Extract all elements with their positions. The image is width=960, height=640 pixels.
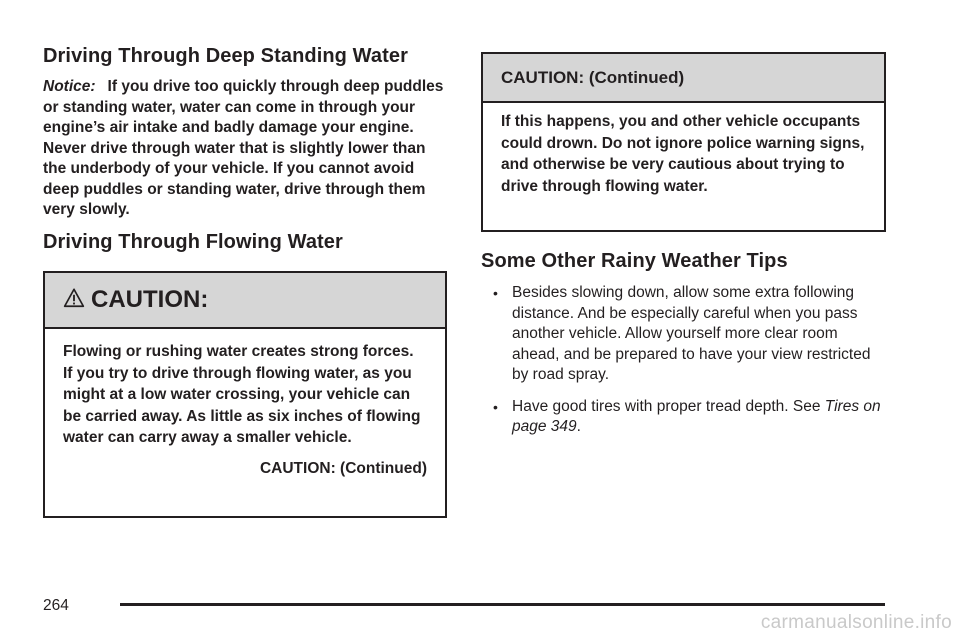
watermark-logo: carmanualsonline.info: [760, 612, 952, 633]
tips-list: [481, 283, 886, 438]
caution-body: [45, 329, 445, 479]
tip-text: Besides slowing down, allow some extra following distance. And be especially careful when you pass another vehicle. Allow yourself more clear room ahead, and be prepared to have your view restricted by road spray.: [512, 284, 871, 383]
notice-text: If you drive too quickly through deep puddles or standing water, water can come in through your engine’s air intake and badly damage your engine. Never drive through water that is slightly lower than the underbody of your vehicle. If you cannot avoid deep puddles or standing water, drive through them very slowly.: [43, 78, 444, 218]
bullet-icon: •: [493, 398, 498, 415]
caution-box-flowing-water: [43, 271, 447, 518]
list-item: [493, 397, 886, 438]
caution-text: Flowing or rushing water creates strong forces. If you try to drive through flowing water, as you might at a low water crossing, your vehicle can be carried away. As little as six inches of flowing water can carry away a smaller vehicle.: [63, 343, 421, 446]
caution-continued-header: CAUTION: (Continued): [483, 54, 884, 103]
tip-text-end: .: [576, 418, 581, 435]
bullet-icon: •: [493, 285, 498, 301]
notice-label: Notice:: [43, 78, 96, 95]
left-column: [43, 45, 447, 477]
section-heading-deep-standing-water: Driving Through Deep Standing Water: [43, 45, 408, 67]
caution-box-continued: [481, 52, 886, 232]
caution-header: [45, 273, 445, 329]
list-item: [493, 283, 886, 386]
caution-title: CAUTION:: [91, 286, 209, 313]
tip-text: Have good tires with proper tread depth. See: [512, 397, 825, 415]
page-number: 264: [43, 597, 69, 614]
warning-triangle-icon: [63, 287, 85, 309]
footer-rule: [120, 603, 885, 606]
notice-paragraph: [43, 77, 447, 221]
caution-continued-body: If this happens, you and other vehicle occupants could drown. Do not ignore police warning signs, and otherwise be very cautious about trying to drive through flowing water.: [501, 113, 865, 195]
right-column: [481, 52, 886, 449]
section-heading-flowing-water: Driving Through Flowing Water: [43, 230, 343, 253]
cross-reference-link[interactable]: Tires on page 349: [512, 397, 881, 435]
section-heading-rainy-weather-tips: Some Other Rainy Weather Tips: [481, 250, 788, 272]
caution-continued-label: CAUTION: (Continued): [259, 459, 427, 477]
